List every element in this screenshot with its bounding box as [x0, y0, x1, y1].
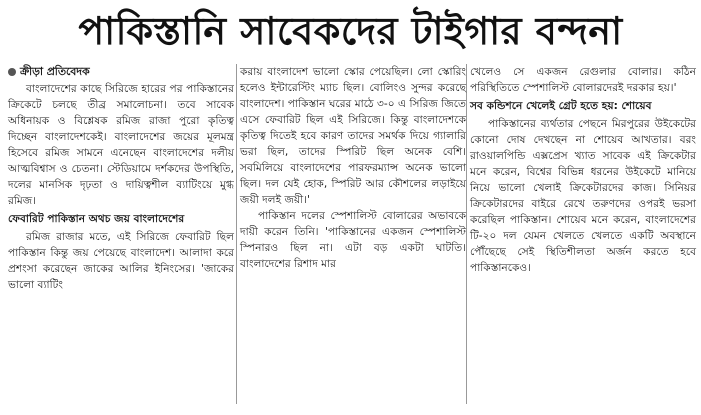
paragraph: বাংলাদেশের কাছে সিরিজে হারের পর পাকিস্তানের ক্রিকেটে চলছে তীব্র সমালোচনা। তবে সাবেক অধিনায়ক ও বিশ্লেষক রমিজ রাজা পুরো কৃতিত্ব দিচ্ছেন বাংলাদেশকেই। বাংলাদেশের জয়ের মূলমন্ত্র হিসেবে রমিজ সামনে এনেছেন বাংলাদেশের দলীয় আত্মবিশ্বাস ও চেতনা। স্টেডিয়ামে দর্শকদের উপস্থিতি, দলের মানসিক দৃঢ়তা ও দায়িত্বশীল ব্যাটিংয়ে মুগ্ধ রমিজ।	[8, 83, 234, 207]
column-3	[470, 64, 696, 276]
column-2	[240, 64, 466, 272]
column-divider	[236, 64, 237, 404]
column-1	[8, 64, 234, 293]
paragraph: রমিজ রাজার মতে, এই সিরিজে ফেবারিট ছিল পাকিস্তান কিন্তু জয় পেয়েছে বাংলাদেশ। আলাদা করে প্রশংসা করেছেন জাকের আলির ইনিংসের। 'জাকের ভালো ব্যাটিং	[8, 231, 234, 291]
paragraph: পাকিস্তান দলের স্পেশালিস্ট বোলারের অভাবকে দায়ী করেন তিনি। 'পাকিস্তানের একজন স্পেশালিস্ট স্পিনারও ছিল না। এটা বড় একটা ঘাটতি। বাংলাদেশের রিশাদ মার	[240, 210, 466, 270]
paragraph: পাকিস্তানের ব্যর্থতার পেছনে মিরপুরের উইকেটের কোনো দোষ দেখছেন না শোয়েব আখতার। বরং রাওয়ালপিন্ডি এক্সপ্রেস খ্যাত সাবেক এই ক্রিকেটার মনে করেন, বিশ্বের বিভিন্ন ধরনের উইকেটে মানিয়ে নিয়ে ভালো খেলাই ক্রিকেটারদের কাজ। সিনিয়র ক্রিকেটারদের বাইরে রেখে তরুণদের ওপরই ভরসা করেছিল পাকিস্তান। শোয়েব মনে করেন, বাংলাদেশের টি-২০ দল যেমন খেলতে খেলতে একটি অবস্থানে পৌঁছেছে সেই স্থিতিশীলতা অর্জন করতে হবে পাকিস্তানকেও।	[470, 118, 696, 274]
subheading: সব কন্ডিশনে খেলেই গ্রেট হতে হয়: শোয়েব	[470, 100, 652, 112]
column-divider	[466, 64, 467, 404]
bullet-icon	[8, 68, 16, 76]
paragraph: করায় বাংলাদেশ ভালো স্কোর পেয়েছিল। লো স্কোরিং হলেও ইন্টারেস্টিং ম্যাচ ছিল। বোলিংও সুন্দর করেছে বাংলাদেশ। পাকিস্তান ঘরের মাঠে ৩-০ এ সিরিজ জিতে এসে ফেবারিট ছিল এই সিরিজে। কিন্তু বাংলাদেশকে কৃতিত্ব দিতেই হবে কারণ তাদের সমর্থক দিয়ে গ্যালারি ভরা ছিল, তাদের স্পিরিট ছিল অনেক বেশি। সবমিলিয়ে বাংলাদেশের পারফরম্যান্স অনেক ভালো ছিল। দল যেই হোক, স্পিরিট আর কৌশলের লড়াইয়ে জয়ী দলই জয়ী।'	[240, 66, 466, 206]
headline: পাকিস্তানি সাবেকদের টাইগার বন্দনা	[78, 9, 623, 53]
byline	[8, 64, 234, 80]
subheading: ফেবারিট পাকিস্তান অথচ জয় বাংলাদেশের	[8, 213, 185, 225]
paragraph: খেলেও সে একজন রেগুলার বোলার। কঠিন পরিস্থিতিতে স্পেশালিস্ট বোলারদেরই দরকার হয়।'	[470, 66, 696, 94]
byline-text: ক্রীড়া প্রতিবেদক	[20, 65, 90, 78]
